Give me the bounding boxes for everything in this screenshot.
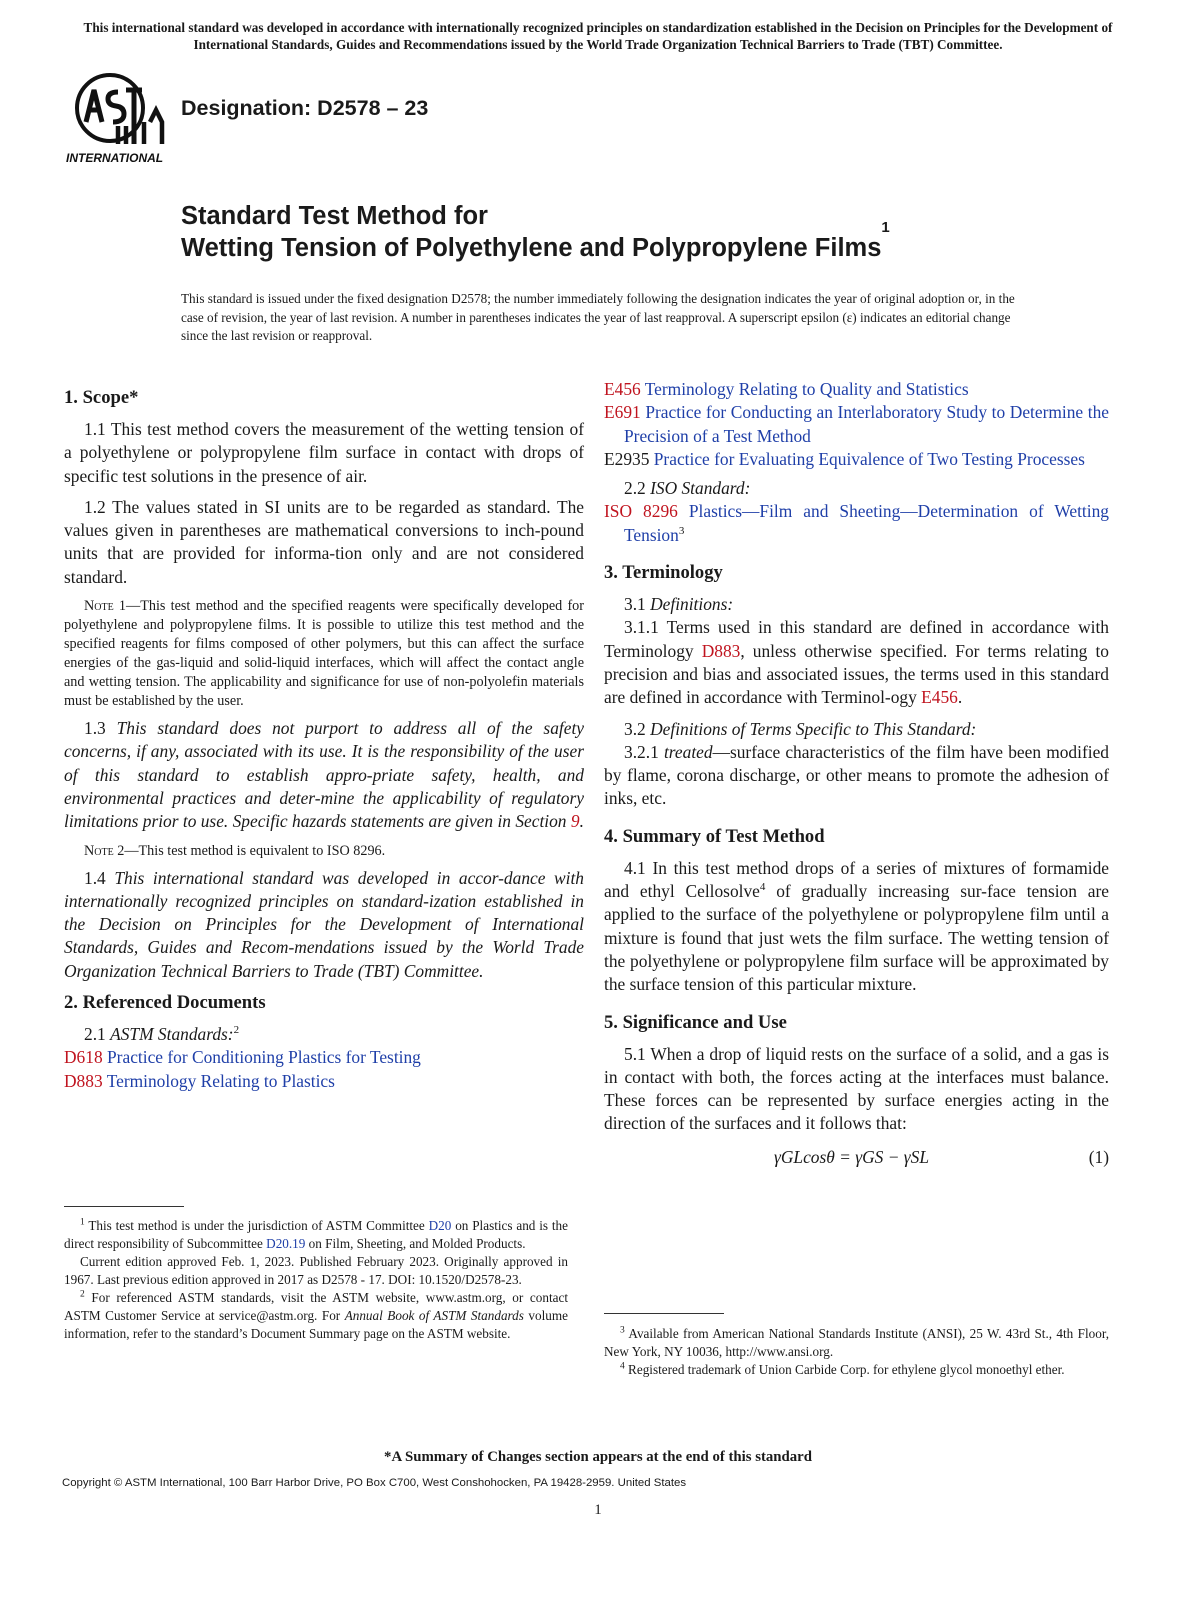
reference-title: Practice for Conditioning Plastics for Testing bbox=[107, 1047, 421, 1068]
para-3-2-1 bbox=[604, 741, 1109, 811]
reference-title: Terminology Relating to Plastics bbox=[106, 1070, 335, 1091]
section-2-heading: 2. Referenced Documents bbox=[64, 992, 266, 1014]
e456-link[interactable]: E456 bbox=[921, 687, 958, 708]
reference-title: Plastics—Film and Sheeting—Determination of Wetting Tension bbox=[624, 501, 1109, 545]
para-3-1-1 bbox=[604, 616, 1109, 709]
para-1-4 bbox=[64, 867, 584, 983]
para-3-1-number: 3.1 bbox=[624, 594, 651, 615]
para-3-2-1-text: —surface characteristics of the film have been modified by flame, corona discharge, or other means to promote the adhesion of inks, etc. bbox=[604, 741, 1109, 809]
document-title bbox=[181, 200, 890, 264]
committee-d20-link[interactable]: D20 bbox=[428, 1218, 452, 1233]
section-5-heading: 5. Significance and Use bbox=[604, 1011, 787, 1033]
para-2-2-text: ISO Standard: bbox=[650, 478, 751, 499]
footnote-1-edition: Current edition approved Feb. 1, 2023. Published February 2023. Originally approved in 1967. Last previous edition approved in 2017 as D2578 - 17. DOI: 10.1520/D2578-23. bbox=[64, 1254, 568, 1287]
reference-code: D883 bbox=[64, 1070, 103, 1091]
reference-iso-8296[interactable] bbox=[604, 500, 1109, 547]
note-2-label: Note 2 bbox=[84, 842, 125, 859]
right-column bbox=[604, 378, 1109, 1169]
para-2-2 bbox=[604, 477, 1109, 500]
note-1-label: Note 1 bbox=[84, 598, 127, 615]
footnote-2-mark: 2 bbox=[80, 1289, 85, 1300]
designation: Designation: D2578 – 23 bbox=[181, 96, 429, 120]
para-3-1-1-text-c: . bbox=[957, 687, 963, 708]
footnote-3-mark: 3 bbox=[620, 1325, 625, 1336]
para-4-1 bbox=[604, 857, 1109, 997]
para-4-1-text-a: 4.1 In this test method drops of a series of mixtures of formamide and ethyl Cellosolve bbox=[604, 857, 1109, 902]
reference-d883[interactable] bbox=[64, 1070, 584, 1093]
footnote-2-italic: Annual Book of ASTM Standards bbox=[344, 1308, 524, 1323]
para-3-1 bbox=[604, 593, 1109, 616]
footnote-3 bbox=[604, 1325, 1109, 1361]
title-line-1: Standard Test Method for bbox=[181, 202, 488, 230]
footnote-1-text-b: on Plastics and is the direct responsibility of Subcommittee bbox=[64, 1218, 568, 1251]
para-1-4-text: This international standard was developed in accor-dance with internationally recognized principles on standard-ization established in the Decision on Principles for the Development of International Standards, Guides and Recom-mendations issued by the World Trade Organization Technical Barriers to Trade (TBT) Committee. bbox=[64, 867, 584, 981]
reference-code: D618 bbox=[64, 1047, 103, 1068]
para-1-1: 1.1 This test method covers the measurement of the wetting tension of a polyethylene or polypropylene film surface in contact with drops of specific test solutions in the presence of air. bbox=[64, 419, 584, 486]
section-3-heading: 3. Terminology bbox=[604, 562, 723, 584]
reference-d618[interactable] bbox=[64, 1046, 584, 1069]
para-3-2-number: 3.2 bbox=[624, 718, 651, 739]
footnote-2-text-a: For referenced ASTM standards, visit the ASTM website, www.astm.org, or contact ASTM Customer Service at service@astm.org. For bbox=[64, 1290, 568, 1323]
title-footnote-mark: 1 bbox=[881, 219, 890, 236]
logo-subtext: INTERNATIONAL bbox=[66, 151, 164, 165]
footnote-2 bbox=[64, 1289, 568, 1343]
title-text: Wetting Tension of Polyethylene and Polypropylene Films bbox=[181, 234, 882, 262]
para-3-1-text: Definitions: bbox=[650, 594, 734, 615]
astm-logo bbox=[64, 70, 168, 166]
footnote-3-text: Available from American National Standards Institute (ANSI), 25 W. 43rd St., 4th Floor, New York, NY 10036, http://www.ansi.org. bbox=[604, 1326, 1109, 1359]
reference-e456[interactable] bbox=[604, 378, 1109, 401]
note-1-text: —This test method and the specified reagents were specifically developed for polyethylene and polypropylene films. It is possible to utilize this test method and the specified reagents for films composed of other polymers, but this can affect the surface energies of the gas-liquid and solid-liquid interfaces, which will affect the contact angle and wetting tension. The applicability and significance for use of non-polyolefin materials must be established by the user. bbox=[64, 598, 585, 710]
footnote-1-mark: 1 bbox=[80, 1217, 85, 1228]
footnote-2-text-b: volume information, refer to the standard’s Document Summary page on the ASTM website. bbox=[64, 1308, 568, 1341]
note-1 bbox=[64, 597, 584, 711]
equation-text: γGLcosθ = γGS − γSL bbox=[774, 1146, 929, 1167]
footnote-4 bbox=[604, 1361, 1109, 1379]
para-3-2 bbox=[604, 718, 1109, 741]
title-line-2 bbox=[181, 219, 890, 264]
equation-1 bbox=[604, 1146, 1109, 1169]
footnote-1 bbox=[64, 1217, 568, 1253]
para-2-1 bbox=[64, 1023, 584, 1046]
reference-title: Practice for Conducting an Interlaboratory Study to Determine the Precision of a Test Method bbox=[624, 402, 1109, 446]
reference-code: E691 bbox=[604, 402, 641, 423]
equation-number: (1) bbox=[1088, 1146, 1109, 1167]
para-1-2: 1.2 The values stated in SI units are to be regarded as standard. The values given in parentheses are mathematical conversions to inch-pound units that are provided for informa-tion only and are not considered standard. bbox=[64, 496, 584, 587]
footnote-1-text-c: on Film, Sheeting, and Molded Products. bbox=[305, 1236, 526, 1251]
preamble: This standard is issued under the fixed designation D2578; the number immediately following the designation indicates the year of original adoption or, in the case of revision, the year of last revision. A number in parentheses indicates the year of last reapproval. A superscript epsilon (ε) indicates an editorial change since the last revision or reapproval. bbox=[181, 291, 1015, 343]
footnote-mark-4: 4 bbox=[759, 881, 766, 894]
left-column bbox=[64, 386, 584, 1093]
summary-of-changes-note: *A Summary of Changes section appears at the end of this standard bbox=[384, 1449, 812, 1465]
reference-e2935[interactable] bbox=[604, 448, 1109, 471]
para-5-1: 5.1 When a drop of liquid rests on the surface of a solid, and a gas is in contact with both, the forces acting at the interfaces must balance. These forces can be represented by surface energies acting in the direction of the surfaces and it follows that: bbox=[604, 1043, 1109, 1134]
subcommittee-d20-19-link[interactable]: D20.19 bbox=[266, 1236, 306, 1251]
footnotes-left bbox=[64, 1217, 568, 1343]
para-3-2-1-number: 3.2.1 bbox=[624, 741, 664, 762]
footnote-mark-2: 2 bbox=[233, 1024, 240, 1037]
para-1-3-end: . bbox=[579, 811, 584, 832]
reference-code: E456 bbox=[604, 379, 641, 399]
para-3-1-1-text-a: 3.1.1 Terms used in this standard are defined in accordance with Terminology bbox=[604, 617, 1109, 661]
page-number: 1 bbox=[594, 1502, 602, 1518]
para-1-3 bbox=[64, 717, 584, 833]
reference-title: Practice for Evaluating Equivalence of Two Testing Processes bbox=[653, 448, 1085, 469]
footnote-1-text-a: This test method is under the jurisdiction of ASTM Committee bbox=[84, 1218, 429, 1233]
top-notice: This international standard was developed in accordance with internationally recognized principles on standardization established in the Decision on Principles for the Development of International Standards, Guides and Recommendations issued by the World Trade Organization Technical Barriers to Trade (TBT) Committee. bbox=[83, 20, 1113, 52]
note-2-text: —This test method is equivalent to ISO 8296. bbox=[124, 842, 386, 859]
section-4-heading: 4. Summary of Test Method bbox=[604, 825, 825, 847]
term-treated: treated bbox=[663, 741, 713, 762]
para-3-2-text: Definitions of Terms Specific to This Standard: bbox=[650, 718, 977, 739]
para-2-1-number: 2.1 bbox=[84, 1024, 111, 1045]
para-2-1-text: ASTM Standards: bbox=[110, 1024, 234, 1045]
reference-e691[interactable] bbox=[604, 401, 1109, 448]
para-1-4-number: 1.4 bbox=[84, 867, 115, 888]
section-1-heading: 1. Scope* bbox=[64, 387, 139, 408]
d883-link[interactable]: D883 bbox=[701, 640, 741, 661]
para-3-1-1-text-b: , unless otherwise specified. For terms relating to precision and bias and associated issues, the terms used in this standard are defined in accordance with Terminol-ogy bbox=[604, 640, 1110, 708]
reference-code: E2935 bbox=[604, 448, 650, 469]
reference-code: ISO 8296 bbox=[604, 501, 678, 522]
reference-title: Terminology Relating to Quality and Statistics bbox=[644, 379, 969, 399]
footnote-4-text: Registered trademark of Union Carbide Corp. for ethylene glycol monoethyl ether. bbox=[624, 1362, 1065, 1377]
para-1-3-text: This standard does not purport to address all of the safety concerns, if any, associated with its use. It is the responsibility of the user of this standard to establish appro-priate safety, health, and environmental practices and deter-mine the applicability of regulatory limitations prior to use. Specific hazards statements are given in Section bbox=[64, 718, 584, 832]
footnote-rule-right bbox=[604, 1313, 724, 1314]
note-2 bbox=[64, 842, 584, 861]
footnote-rule-left bbox=[64, 1206, 184, 1207]
copyright: Copyright © ASTM International, 100 Barr Harbor Drive, PO Box C700, West Conshohocken, PA 19428-2959. United States bbox=[62, 1477, 687, 1489]
para-1-3-number: 1.3 bbox=[84, 718, 117, 739]
para-4-1-text-b: of gradually increasing sur-face tension are applied to the surface of the polyethylene or polypropylene film until a mixture is found that just wets the film surface. The wetting tension of the polyethylene or polypropylene film surface will be approximated by the surface tension of this particular mixture. bbox=[604, 881, 1109, 995]
footnote-mark-3: 3 bbox=[678, 524, 685, 537]
para-2-2-number: 2.2 bbox=[624, 478, 651, 499]
section-9-link[interactable]: 9 bbox=[570, 811, 580, 832]
footnote-4-mark: 4 bbox=[620, 1361, 625, 1372]
footnotes-right bbox=[604, 1325, 1109, 1379]
